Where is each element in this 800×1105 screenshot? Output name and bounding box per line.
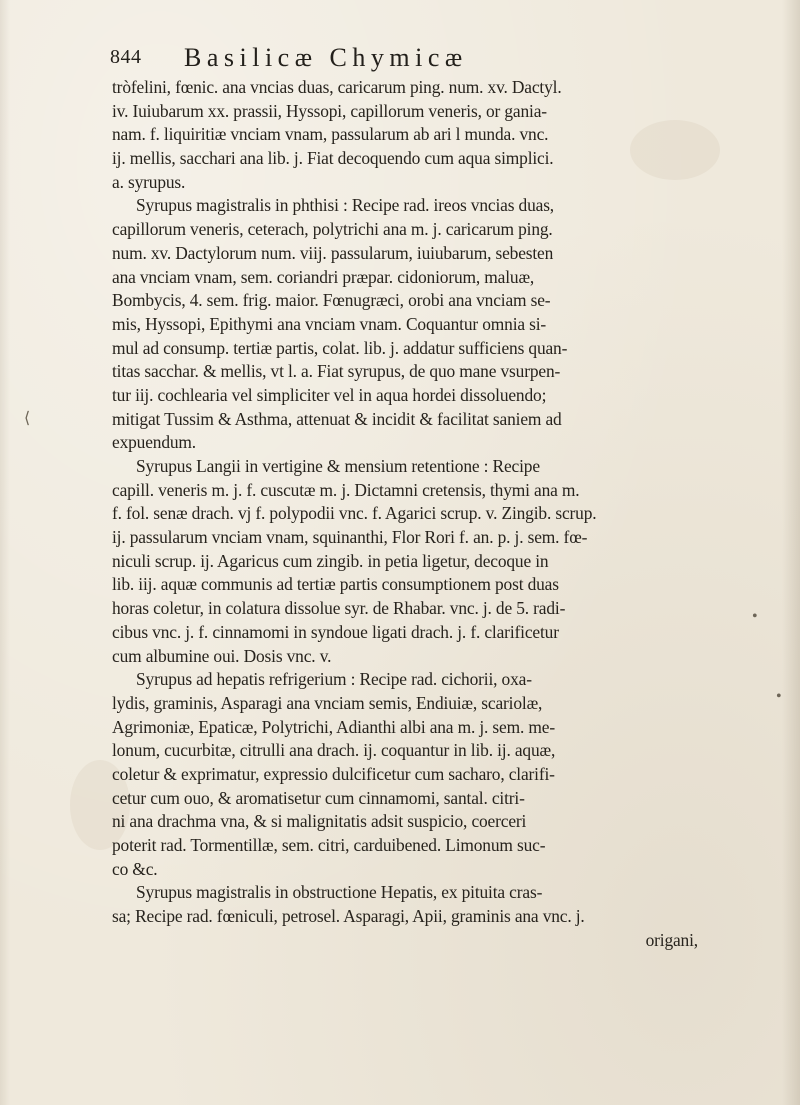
paragraph-start-line: Syrupus magistralis in phthisi : Recipe rad. ireos vncias duas, — [136, 195, 555, 216]
text-line: f. fol. senæ drach. vj f. polypodii vnc. f. Agarici scrup. v. Zingib. scrup. — [112, 503, 597, 524]
text-line: Bombycis, 4. sem. frig. maior. Fœnugræci, orobi ana vnciam se- — [112, 290, 551, 311]
text-line: mitigat Tussim & Asthma, attenuat & incidit & facilitat saniem ad — [112, 408, 562, 429]
text-line: lydis, graminis, Asparagi ana vnciam semis, Endiuiæ, scariolæ, — [112, 692, 543, 713]
text-line: ij. mellis, sacchari ana lib. j. Fiat decoquendo cum aqua simplici. — [112, 148, 554, 169]
text-line: expuendum. — [112, 432, 196, 453]
page-edge-shadow — [782, 0, 800, 1105]
margin-mark: • — [776, 688, 782, 705]
text-line: tròfelini, fœnic. ana vncias duas, caricarum ping. num. xv. Dactyl. — [112, 77, 562, 97]
text-line: num. xv. Dactylorum num. viij. passularum, iuiubarum, sebesten — [112, 242, 554, 263]
page-number: 844 — [110, 46, 142, 68]
text-line: sa; Recipe rad. fœniculi, petrosel. Asparagi, Apii, graminis ana vnc. j. — [112, 906, 585, 927]
text-line: tur iij. cochlearia vel simpliciter vel in aqua hordei dissoluendo; — [112, 384, 547, 405]
text-line: lonum, cucurbitæ, citrulli ana drach. ij. coquantur in lib. ij. aquæ, — [112, 740, 556, 761]
text-line: ni ana drachma vna, & si malignitatis adsit suspicio, coerceri — [112, 811, 527, 832]
text-line: ij. passularum vnciam vnam, squinanthi, Flor Rori f. an. p. j. sem. fœ- — [112, 527, 588, 548]
text-line: mul ad consump. tertiæ partis, colat. lib. j. addatur sufficiens quan- — [112, 337, 568, 358]
text-line: capillorum veneris, ceterach, polytrichi ana m. j. caricarum ping. — [112, 219, 553, 240]
text-line: a. syrupus. — [112, 171, 186, 192]
text-line: Agrimoniæ, Epaticæ, Polytrichi, Adianthi albi ana m. j. sem. me- — [112, 716, 555, 737]
margin-mark: • — [752, 608, 758, 625]
page-header — [110, 43, 690, 74]
text-line: mis, Hyssopi, Epithymi ana vnciam vnam. Coquantur omnia si- — [112, 313, 547, 334]
text-line: niculi scrup. ij. Agaricus cum zingib. in petia ligetur, decoque in — [112, 550, 549, 571]
text-line: cibus vnc. j. f. cinnamomi in syndoue ligati drach. j. f. clarificetur — [112, 621, 559, 642]
text-line: coletur & exprimatur, expressio dulcificetur cum sacharo, clarifi- — [112, 763, 555, 784]
paragraph-start-line: Syrupus Langii in vertigine & mensium retentione : Recipe — [136, 456, 540, 476]
text-line: cum albumine oui. Dosis vnc. v. — [112, 645, 332, 666]
catchword: origani, — [645, 929, 698, 950]
text-line: poterit rad. Tormentillæ, sem. citri, carduibened. Limonum suc- — [112, 835, 546, 855]
text-line: lib. iij. aquæ communis ad tertiæ partis consumptionem post duas — [112, 574, 559, 595]
text-line: iv. Iuiubarum xx. prassii, Hyssopi, capillorum veneris, or gania- — [112, 100, 547, 121]
binding-shadow — [0, 0, 10, 1105]
running-title: Basilicæ Chymicæ — [184, 43, 468, 72]
paragraph-start-line: Syrupus ad hepatis refrigerium : Recipe rad. cichorii, oxa- — [136, 669, 532, 690]
text-line: horas coletur, in colatura dissolue syr. de Rhabar. vnc. j. de 5. radi- — [112, 598, 566, 619]
text-line: capill. veneris m. j. f. cuscutæ m. j. Dictamni cretensis, thymi ana m. — [112, 479, 580, 500]
text-line: titas sacchar. & mellis, vt l. a. Fiat syrupus, de quo mane vsurpen- — [112, 361, 561, 382]
text-line: nam. f. liquiritiæ vnciam vnam, passularum ab ari l munda. vnc. — [112, 124, 549, 145]
margin-mark: ⟨ — [24, 410, 31, 427]
body-text — [112, 76, 702, 952]
text-line: co &c. — [112, 858, 158, 879]
text-line: cetur cum ouo, & aromatisetur cum cinnamomi, santal. citri- — [112, 787, 525, 808]
paragraph-start-line: Syrupus magistralis in obstructione Hepatis, ex pituita cras- — [136, 882, 543, 903]
text-line: ana vnciam vnam, sem. coriandri præpar. cidoniorum, maluæ, — [112, 266, 535, 287]
